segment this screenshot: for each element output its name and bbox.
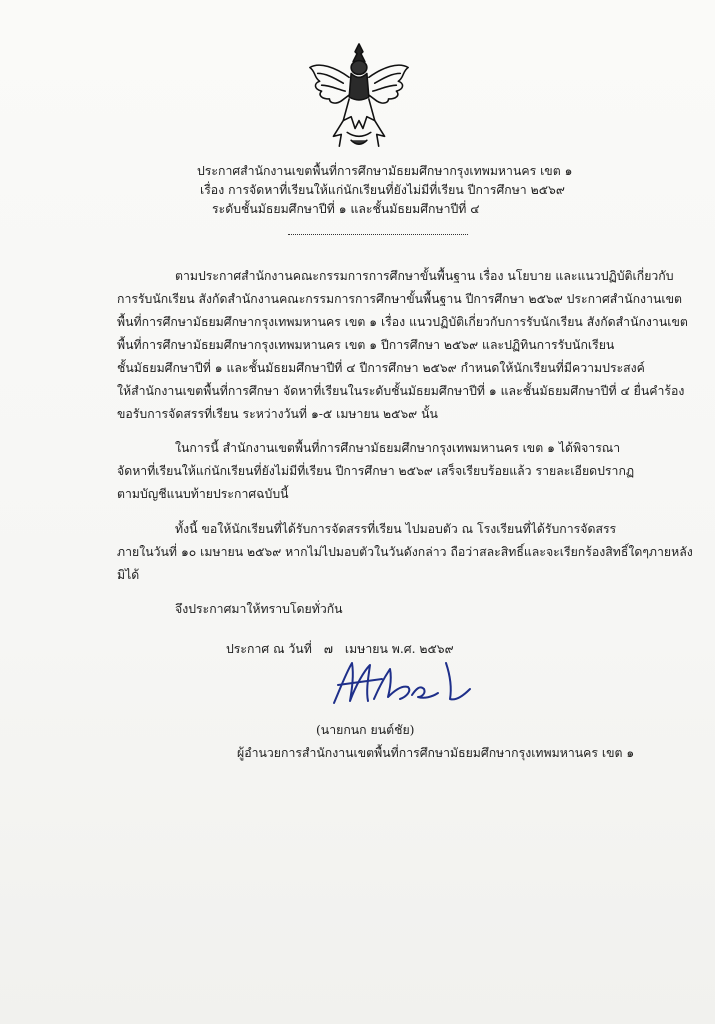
signer-name: (นายกนก ยนต์ชัย) — [316, 723, 415, 737]
signer-title: ผู้อำนวยการสำนักงานเขตพื้นที่การศึกษามัธยมศึกษากรุงเทพมหานคร เขต ๑ — [237, 746, 635, 760]
garuda-emblem-icon — [300, 38, 418, 156]
text-line: ตามประกาศสำนักงานคณะกรรมการการศึกษาขั้นพื้นฐาน เรื่อง นโยบาย และแนวปฏิบัติเกี่ยวกับ — [175, 269, 674, 283]
date-day: ๗ — [323, 642, 333, 656]
text-line: ในการนี้ สำนักงานเขตพื้นที่การศึกษามัธยมศึกษากรุงเทพมหานคร เขต ๑ ได้พิจารณา — [175, 441, 621, 455]
title-divider — [288, 234, 468, 235]
text-line: ภายในวันที่ ๑๐ เมษายน ๒๕๖๙ หากไม่ไปมอบตัวในวันดังกล่าว ถือว่าสละสิทธิ์และจะเรียกร้องสิทธิ์ใดๆภายหลัง — [117, 545, 693, 559]
text-line: พื้นที่การศึกษามัธยมศึกษากรุงเทพมหานคร เขต ๑ เรื่อง แนวปฏิบัติเกี่ยวกับการรับนักเรียน สังกัดสำนักงานเขต — [117, 315, 688, 329]
date-prefix: ประกาศ ณ วันที่ — [226, 642, 312, 656]
announcement-subject: เรื่อง การจัดหาที่เรียนให้แก่นักเรียนที่ยังไม่มีที่เรียน ปีการศึกษา ๒๕๖๙ — [200, 183, 565, 197]
announcement-level: ระดับชั้นมัธยมศึกษาปีที่ ๑ และชั้นมัธยมศึกษาปีที่ ๔ — [212, 202, 480, 216]
text-line: มิได้ — [117, 568, 140, 582]
text-line: ทั้งนี้ ขอให้นักเรียนที่ได้รับการจัดสรรที่เรียน ไปมอบตัว ณ โรงเรียนที่ได้รับการจัดสรร — [175, 522, 617, 536]
date-rest: เมษายน พ.ศ. ๒๕๖๙ — [344, 642, 454, 656]
text-line: ขอรับการจัดสรรที่เรียน ระหว่างวันที่ ๑-๕ เมษายน ๒๕๖๙ นั้น — [117, 407, 438, 421]
text-line: ชั้นมัธยมศึกษาปีที่ ๑ และชั้นมัธยมศึกษาปีที่ ๔ ปีการศึกษา ๒๕๖๙ กำหนดให้นักเรียนที่มีความประสงค์ — [117, 361, 645, 375]
announcement-title: ประกาศสำนักงานเขตพื้นที่การศึกษามัธยมศึกษากรุงเทพมหานคร เขต ๑ — [197, 164, 573, 178]
text-line: ให้สำนักงานเขตพื้นที่การศึกษา จัดหาที่เรียนในระดับชั้นมัธยมศึกษาปีที่ ๑ และชั้นมัธยมศึกษาปีที่ ๔ ยื่นคำร้อง — [117, 384, 685, 398]
signature-mark — [328, 655, 478, 715]
announce-line: จึงประกาศมาให้ทราบโดยทั่วกัน — [175, 602, 343, 616]
text-line: การรับนักเรียน สังกัดสำนักงานคณะกรรมการการศึกษาขั้นพื้นฐาน ปีการศึกษา ๒๕๖๙ ประกาศสำนักงานเขต — [117, 292, 682, 306]
text-line: พื้นที่การศึกษามัธยมศึกษากรุงเทพมหานคร เขต ๑ ปีการศึกษา ๒๕๖๙ และปฏิทินการรับนักเรียน — [117, 338, 615, 352]
text-line: จัดหาที่เรียนให้แก่นักเรียนที่ยังไม่มีที่เรียน ปีการศึกษา ๒๕๖๙ เสร็จเรียบร้อยแล้ว รายละเอียดปรากฏ — [117, 464, 635, 478]
text-line: ตามบัญชีแนบท้ายประกาศฉบับนี้ — [117, 487, 289, 501]
